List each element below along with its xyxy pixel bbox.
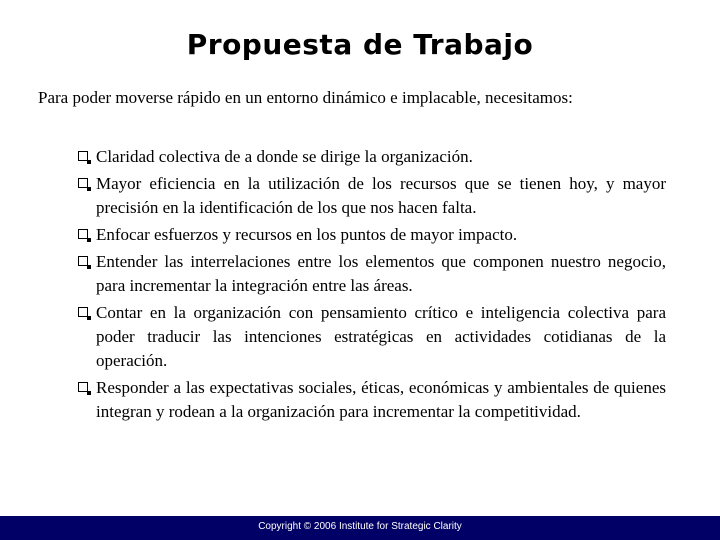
bullet-text: Entender las interrelaciones entre los elementos que componen nuestro negocio, para incrementar la integración entre las áreas. [96, 252, 666, 295]
bullet-text: Contar en la organización con pensamiento crítico e inteligencia colectiva para poder traducir las intenciones estratégicas en actividades cotidianas de la operación. [96, 303, 666, 370]
checkbox-square-icon [78, 178, 88, 188]
bullet-text: Claridad colectiva de a donde se dirige la organización. [96, 147, 473, 166]
bullet-list [78, 145, 666, 427]
list-item [78, 223, 666, 247]
list-item [78, 376, 666, 424]
intro-text: Para poder moverse rápido en un entorno dinámico e implacable, necesitamos: [38, 88, 573, 107]
bullet-text: Enfocar esfuerzos y recursos en los puntos de mayor impacto. [96, 225, 518, 244]
list-item [78, 301, 666, 373]
checkbox-square-icon [78, 256, 88, 266]
checkbox-square-icon [78, 307, 88, 317]
list-item [78, 145, 666, 169]
checkbox-square-icon [78, 151, 88, 161]
bullet-text: Responder a las expectativas sociales, éticas, económicas y ambientales de quienes integran y rodean a la organización para incrementar la competitividad. [96, 378, 666, 421]
checkbox-square-icon [78, 382, 88, 392]
footer-copyright: Copyright © 2006 Institute for Strategic Clarity [258, 521, 462, 532]
list-item [78, 250, 666, 298]
checkbox-square-icon [78, 229, 88, 239]
list-item [78, 172, 666, 220]
slide-title: Propuesta de Trabajo [186, 28, 534, 61]
bullet-text: Mayor eficiencia en la utilización de los recursos que se tienen hoy, y mayor precisión en la identificación de los que nos hacen falta. [96, 174, 666, 217]
footer-bar [0, 516, 720, 540]
